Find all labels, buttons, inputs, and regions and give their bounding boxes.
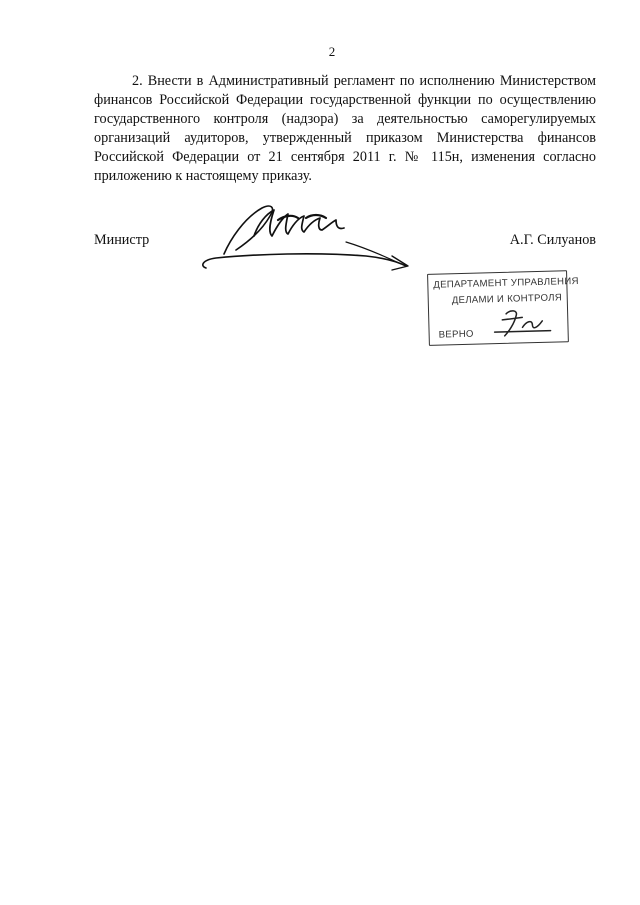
item-2-paragraph: 2. Внести в Административный регламент по исполнению Министерством финансов Российской Федерации государственной функции по осуществлению государственного контроля (надзора) за деятельностью саморегулируемых организаций аудиторов, утвержденный приказом Министерства финансов Российской Федерации от 21 сентября 2011 г. № 115н, изменения согласно приложению к настоящему приказу.: [94, 73, 596, 184]
stamp-department-line: ДЕПАРТАМЕНТ УПРАВЛЕНИЯ: [433, 275, 579, 291]
signatory-title: Министр: [94, 232, 150, 248]
handwritten-signature: [196, 196, 426, 276]
stamp-department-line-2: ДЕЛАМИ И КОНТРОЛЯ: [451, 292, 563, 307]
page-number: 2: [328, 44, 336, 59]
stamp-initials-signature: [488, 304, 559, 342]
certification-stamp: [427, 270, 579, 348]
stamp-verified-label: ВЕРНО: [438, 328, 474, 341]
signatory-name: А.Г. Силуанов: [509, 232, 596, 248]
